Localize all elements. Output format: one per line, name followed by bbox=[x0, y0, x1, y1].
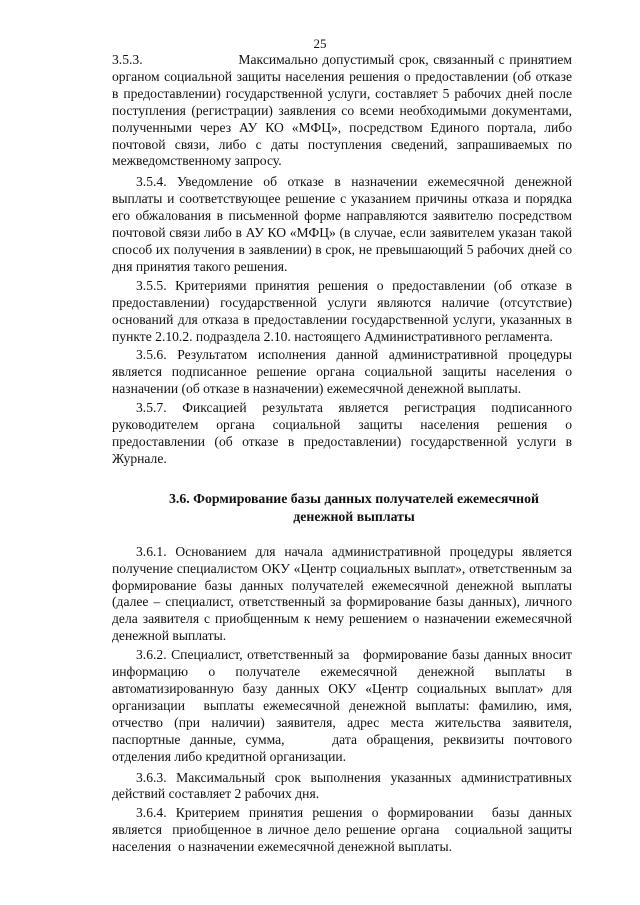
page-number: 25 bbox=[313, 36, 327, 51]
paragraph-3-5-3: 3.5.3. Максимально допустимый срок, связанный с принятием органом социальной защиты населения решения о предоставлении (об отказе в предоставлении) государственной услуги, составляет 5 рабочих дней после поступления (регистрации) заявления со всеми необходимыми документами, полученными через АУ КО «МФЦ», посредством Единого портала, либо почтовой связи, либо с даты поступления сведений, запрашиваемых по межведомственному запросу. bbox=[112, 52, 576, 169]
section-heading-line-1: 3.6. Формирование базы данных получателей ежемесячной bbox=[169, 490, 539, 506]
paragraph-3-5-4: 3.5.4. Уведомление об отказе в назначении ежемесячной денежной выплаты и соответствующее решение с указанием причины отказа и порядка его обжалования в письменной форме направляются заявителю посредством почтовой связи либо в АУ КО «МФЦ» (в случае, если заявителем указан такой способ их получения в заявлении) в срок, не превышающий 5 рабочих дней со дня принятия такого решения. bbox=[112, 174, 572, 274]
paragraph-3-5-5: 3.5.5. Критериями принятия решения о предоставлении (об отказе в предоставлении) государственной услуги являются наличие (отсутствие) оснований для отказа в предоставлении государственной услуги, указанных в пункте 2.10.2. подраздела 2.10. настоящего Административного регламента. bbox=[112, 277, 572, 344]
paragraph-3-5-7: 3.5.7. Фиксацией результата является регистрация подписанного руководителем органа социальной защиты населения решения о предоставлении (об отказе в предоставлении) государственной услуги в Журнале. bbox=[112, 400, 572, 466]
paragraph-3-6-1: 3.6.1. Основанием для начала административной процедуры является получение специалистом ОКУ «Центр социальных выплат», ответственным за формирование базы данных получателей ежемесячной денежной выплаты (далее – специалист, ответственный за формирование базы данных), личного дела заявителя с приобщенным к нему решением о назначении ежемесячной денежной выплаты. bbox=[112, 543, 572, 644]
document-body bbox=[112, 52, 576, 856]
paragraph-3-6-4: 3.6.4. Критерием принятия решения о формировании базы данных является приобщенное в личное дело решение органа социальной защиты населения о назначении ежемесячной денежной выплаты. bbox=[112, 805, 576, 855]
section-heading-line-2: денежной выплаты bbox=[293, 508, 415, 524]
paragraph-3-6-3: 3.6.3. Максимальный срок выполнения указанных административных действий составляет 2 рабочих дня. bbox=[112, 769, 572, 802]
paragraph-3-5-6: 3.5.6. Результатом исполнения данной административной процедуры является подписанное решение органа социальной защиты населения о назначении (об отказе в назначении) ежемесячной денежной выплаты. bbox=[112, 347, 572, 397]
paragraph-3-6-2: 3.6.2. Специалист, ответственный за формирование базы данных вносит информацию о получателе ежемесячной денежной выплаты в автоматизированную базу данных ОКУ «Центр социальных выплат» для организации выплаты ежемесячной денежной выплаты: фамилию, имя, отчество (при наличии) заявителя, адрес места жительства заявителя, паспортные данные, сумма, дата обращения, реквизиты почтового отделения либо кредитной организации. bbox=[112, 647, 576, 764]
section-heading-3-6 bbox=[112, 490, 572, 526]
